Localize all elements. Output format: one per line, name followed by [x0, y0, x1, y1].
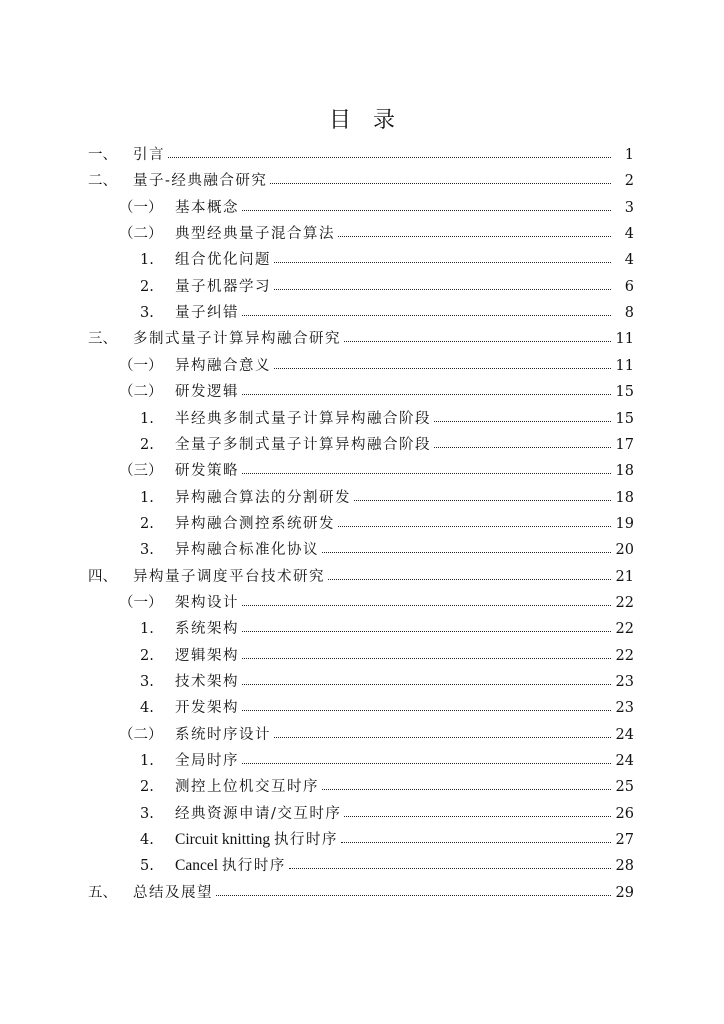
toc-entry-number: 一、 [88, 147, 117, 163]
toc-entry[interactable] [0, 379, 724, 405]
toc-leader-dots [216, 895, 611, 896]
toc-entry-number: 二、 [88, 173, 117, 190]
toc-entry-title: 研发逻辑 [175, 384, 239, 401]
toc-entry[interactable] [0, 353, 724, 379]
toc-entry-number: 2. [140, 278, 154, 295]
toc-entry-page-number: 28 [615, 858, 634, 875]
toc-entry-page-number: 24 [615, 753, 634, 770]
page-title: 目录 [328, 108, 417, 133]
toc-leader-dots [242, 473, 611, 474]
toc-leader-dots [338, 526, 611, 527]
toc-entry[interactable] [0, 748, 724, 774]
toc-leader-dots [242, 315, 611, 316]
toc-entry[interactable] [0, 695, 724, 721]
toc-entry-page-number: 4 [624, 226, 634, 243]
toc-leader-dots [434, 421, 611, 422]
toc-entry[interactable] [0, 142, 724, 168]
toc-entry[interactable] [0, 458, 724, 484]
toc-entry[interactable] [0, 827, 724, 853]
toc-entry-page-number: 29 [615, 884, 634, 901]
toc-entry-title: 逻辑架构 [175, 647, 239, 664]
toc-entry-title: 总结及展望 [133, 884, 213, 901]
toc-entry-number: 4. [140, 700, 154, 717]
toc-leader-dots [344, 816, 611, 817]
toc-leader-dots [434, 447, 611, 448]
toc-leader-dots [274, 737, 611, 738]
toc-entry[interactable] [0, 168, 724, 194]
toc-entry-number: （一） [119, 594, 163, 611]
toc-entry[interactable] [0, 221, 724, 247]
toc-entry-page-number: 24 [615, 726, 634, 743]
toc-entry[interactable] [0, 669, 724, 695]
toc-entry-page-number: 11 [615, 357, 634, 374]
toc-leader-dots [242, 210, 611, 211]
toc-entry[interactable] [0, 406, 724, 432]
toc-entry-page-number: 4 [624, 252, 634, 269]
toc-leader-dots [242, 394, 611, 395]
toc-entry-page-number: 19 [615, 515, 634, 532]
toc-entry-number: 5. [140, 858, 154, 875]
toc-entry[interactable] [0, 537, 724, 563]
toc-leader-dots [274, 262, 611, 263]
toc-leader-dots [338, 236, 611, 237]
toc-leader-dots [242, 658, 611, 659]
toc-entry-page-number: 22 [615, 594, 634, 611]
toc-entry-number: 4. [140, 832, 154, 849]
toc-leader-dots [242, 684, 611, 685]
toc-entry-page-number: 21 [615, 568, 634, 585]
toc-entry-number: 3. [140, 674, 154, 690]
toc-entry[interactable] [0, 300, 724, 326]
toc-entry-number: 2. [140, 647, 154, 664]
toc-entry-title: 基本概念 [175, 199, 239, 216]
toc-entry-title: Cancel 执行时序 [175, 857, 286, 875]
toc-entry-title: 架构设计 [175, 594, 239, 611]
toc-entry[interactable] [0, 485, 724, 511]
toc-entry-title: 研发策略 [175, 463, 239, 480]
toc-entry-number: （二） [119, 384, 163, 401]
toc-entry-title: 异构融合意义 [175, 357, 271, 374]
toc-leader-dots [274, 368, 611, 369]
toc-entry-page-number: 15 [615, 410, 634, 427]
toc-entry-number: 1. [140, 252, 154, 269]
toc-entry-page-number: 6 [624, 278, 634, 295]
toc-entry-title: 异构融合测控系统研发 [175, 515, 335, 532]
toc-entry-title: 典型经典量子混合算法 [175, 226, 335, 243]
toc-entry[interactable] [0, 880, 724, 906]
toc-entry[interactable] [0, 774, 724, 800]
toc-entry-page-number: 23 [615, 700, 634, 717]
toc-leader-dots [328, 579, 611, 580]
toc-entry-title: 组合优化问题 [175, 252, 271, 269]
toc-entry-title: 技术架构 [175, 674, 239, 690]
toc-leader-dots [242, 631, 611, 632]
toc-entry-title: 量子-经典融合研究 [133, 173, 268, 190]
toc-entry-number: 3. [140, 305, 154, 322]
toc-entry-number: （三） [119, 463, 163, 480]
toc-entry-number: 3. [140, 805, 154, 822]
toc-entry-number: 1. [140, 489, 154, 506]
toc-entry[interactable] [0, 590, 724, 616]
toc-entry-title: 测控上位机交互时序 [175, 779, 319, 796]
toc-entry-title: 半经典多制式量子计算异构融合阶段 [175, 410, 431, 427]
toc-entry[interactable] [0, 722, 724, 748]
toc-entry-page-number: 15 [615, 384, 634, 401]
toc-leader-dots [344, 341, 611, 342]
toc-entry[interactable] [0, 326, 724, 352]
toc-leader-dots [242, 763, 611, 764]
toc-entry[interactable] [0, 511, 724, 537]
toc-leader-dots [322, 789, 611, 790]
toc-leader-dots [168, 157, 611, 158]
toc-entry-page-number: 17 [615, 436, 634, 453]
toc-entry[interactable] [0, 801, 724, 827]
toc-entry-number: 1. [140, 621, 154, 638]
toc-entry[interactable] [0, 432, 724, 458]
toc-entry[interactable] [0, 643, 724, 669]
toc-entry-page-number: 26 [615, 805, 634, 822]
toc-entry[interactable] [0, 853, 724, 879]
toc-leader-dots [289, 868, 611, 869]
toc-entry-page-number: 1 [624, 147, 634, 163]
toc-entry-number: 五、 [88, 884, 117, 901]
toc-entry-number: 2. [140, 515, 154, 532]
toc-entry-title: 系统架构 [175, 621, 239, 638]
toc-entry-number: 2. [140, 779, 154, 796]
toc-leader-dots [242, 710, 611, 711]
toc-entry-number: （一） [119, 357, 163, 374]
toc-entry-page-number: 18 [615, 489, 634, 506]
toc-entry-number: （二） [119, 726, 163, 743]
toc-entry-page-number: 20 [615, 542, 634, 559]
toc-entry-title: 系统时序设计 [175, 726, 271, 743]
toc-entry-number: 1. [140, 753, 154, 770]
toc-entry[interactable] [0, 564, 724, 590]
toc-entry-number: 三、 [88, 331, 117, 348]
toc-entry-page-number: 27 [615, 832, 634, 849]
toc-leader-dots [322, 552, 611, 553]
toc-entry-page-number: 2 [624, 173, 634, 190]
toc-entry-number: （二） [119, 226, 163, 243]
toc-entry[interactable] [0, 274, 724, 300]
toc-entry-title: Circuit knitting 执行时序 [175, 831, 339, 849]
toc-entry-number: 3. [140, 542, 154, 559]
toc-entry[interactable] [0, 195, 724, 221]
toc-entry-title: 多制式量子计算异构融合研究 [133, 331, 341, 348]
toc-entry-title: 引言 [133, 147, 165, 163]
toc-leader-dots [270, 183, 611, 184]
toc-entry-page-number: 22 [615, 647, 634, 664]
toc-entry-page-number: 11 [615, 331, 634, 348]
toc-entry-page-number: 25 [615, 779, 634, 796]
toc-entry-title: 全量子多制式量子计算异构融合阶段 [175, 436, 431, 453]
toc-leader-dots [341, 842, 611, 843]
toc-entry-title: 全局时序 [175, 753, 239, 770]
toc-entry[interactable] [0, 247, 724, 273]
toc-entry-page-number: 3 [624, 199, 634, 216]
toc-entry-title: 量子机器学习 [175, 278, 271, 295]
toc-entry-page-number: 22 [615, 621, 634, 638]
toc-entry-title: 异构融合标准化协议 [175, 542, 319, 559]
toc-entry[interactable] [0, 616, 724, 642]
toc-entry-number: 四、 [88, 568, 117, 585]
toc-entry-number: （一） [119, 199, 163, 216]
toc-leader-dots [242, 605, 611, 606]
toc-leader-dots [354, 500, 611, 501]
toc-entry-number: 1. [140, 410, 154, 427]
toc-entry-title: 开发架构 [175, 700, 239, 717]
toc-entry-title: 经典资源申请/交互时序 [175, 805, 342, 822]
toc-entry-number: 2. [140, 436, 154, 453]
toc-entry-page-number: 23 [615, 674, 634, 690]
toc-entry-title: 异构量子调度平台技术研究 [133, 568, 325, 585]
toc-entry-title: 异构融合算法的分割研发 [175, 489, 351, 506]
toc-entry-title: 量子纠错 [175, 305, 239, 322]
toc-entry-page-number: 8 [624, 305, 634, 322]
toc-leader-dots [274, 289, 611, 290]
toc-entry-page-number: 18 [615, 463, 634, 480]
